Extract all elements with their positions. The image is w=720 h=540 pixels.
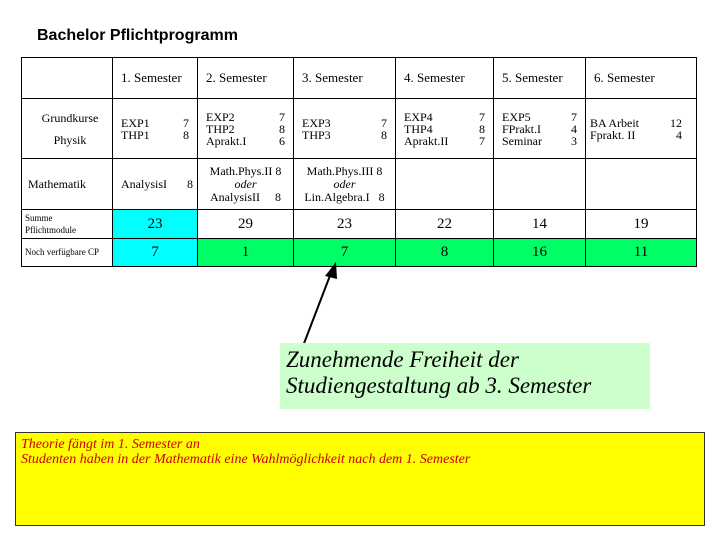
semester-3-header: 3. Semester <box>294 58 396 99</box>
verfuegbar-sem2: 1 <box>198 238 294 266</box>
summe-sem6: 19 <box>586 210 697 238</box>
verfuegbar-sem3: 7 <box>294 238 396 266</box>
note-line1: Theorie fängt im 1. Semester an <box>21 437 200 452</box>
summe-sem3: 23 <box>294 210 396 238</box>
semester-6-header: 6. Semester <box>586 58 697 99</box>
verfuegbar-label: Noch verfügbare CP <box>22 238 113 266</box>
mathematik-label: Mathematik <box>22 159 113 210</box>
mathematik-sem1: AnalysisI 8 <box>113 159 198 210</box>
grundkurse-sem1: EXP1 THP1 7 8 <box>113 98 198 159</box>
page-title: Bachelor Pflichtprogramm <box>37 27 238 44</box>
grundkurse-sem5: EXP5 FPrakt.I Seminar 7 4 3 <box>494 98 586 159</box>
callout-line1: Zunehmende Freiheit der <box>286 347 519 372</box>
freedom-callout <box>280 343 650 409</box>
grundkurse-sem2: EXP2 THP2 Aprakt.I 7 8 6 <box>198 98 294 159</box>
grundkurse-sem3: EXP3 THP3 7 8 <box>294 98 396 159</box>
verfuegbar-sem1: 7 <box>113 238 198 266</box>
mathematik-sem3: Math.Phys.III 8 oder Lin.Algebra.I 8 <box>294 159 396 210</box>
summe-sem4: 22 <box>396 210 494 238</box>
summe-sem2: 29 <box>198 210 294 238</box>
callout-line2: Studiengestaltung ab 3. Semester <box>286 373 592 398</box>
grundkurse-sem4: EXP4 THP4 Aprakt.II 7 8 7 <box>396 98 494 159</box>
summe-label: Summe Pflichtmodule <box>22 210 113 238</box>
mathematik-sem2: Math.Phys.II 8 oder AnalysisII 8 <box>198 159 294 210</box>
note-line2: Studenten haben in der Mathematik eine Wahlmöglichkeit nach dem 1. Semester <box>21 452 471 467</box>
semester-1-header: 1. Semester <box>113 58 198 99</box>
verfuegbar-sem6: 11 <box>586 238 697 266</box>
verfuegbar-sem5: 16 <box>494 238 586 266</box>
grundkurse-label: Grundkurse Physik <box>22 98 113 159</box>
semester-5-header: 5. Semester <box>494 58 586 99</box>
semester-2-header: 2. Semester <box>198 58 294 99</box>
summe-sem5: 14 <box>494 210 586 238</box>
note-box <box>15 432 705 526</box>
verfuegbar-sem4: 8 <box>396 238 494 266</box>
summe-sem1: 23 <box>113 210 198 238</box>
grundkurse-sem6: BA Arbeit Fprakt. II 12 4 <box>586 98 697 159</box>
semester-4-header: 4. Semester <box>396 58 494 99</box>
